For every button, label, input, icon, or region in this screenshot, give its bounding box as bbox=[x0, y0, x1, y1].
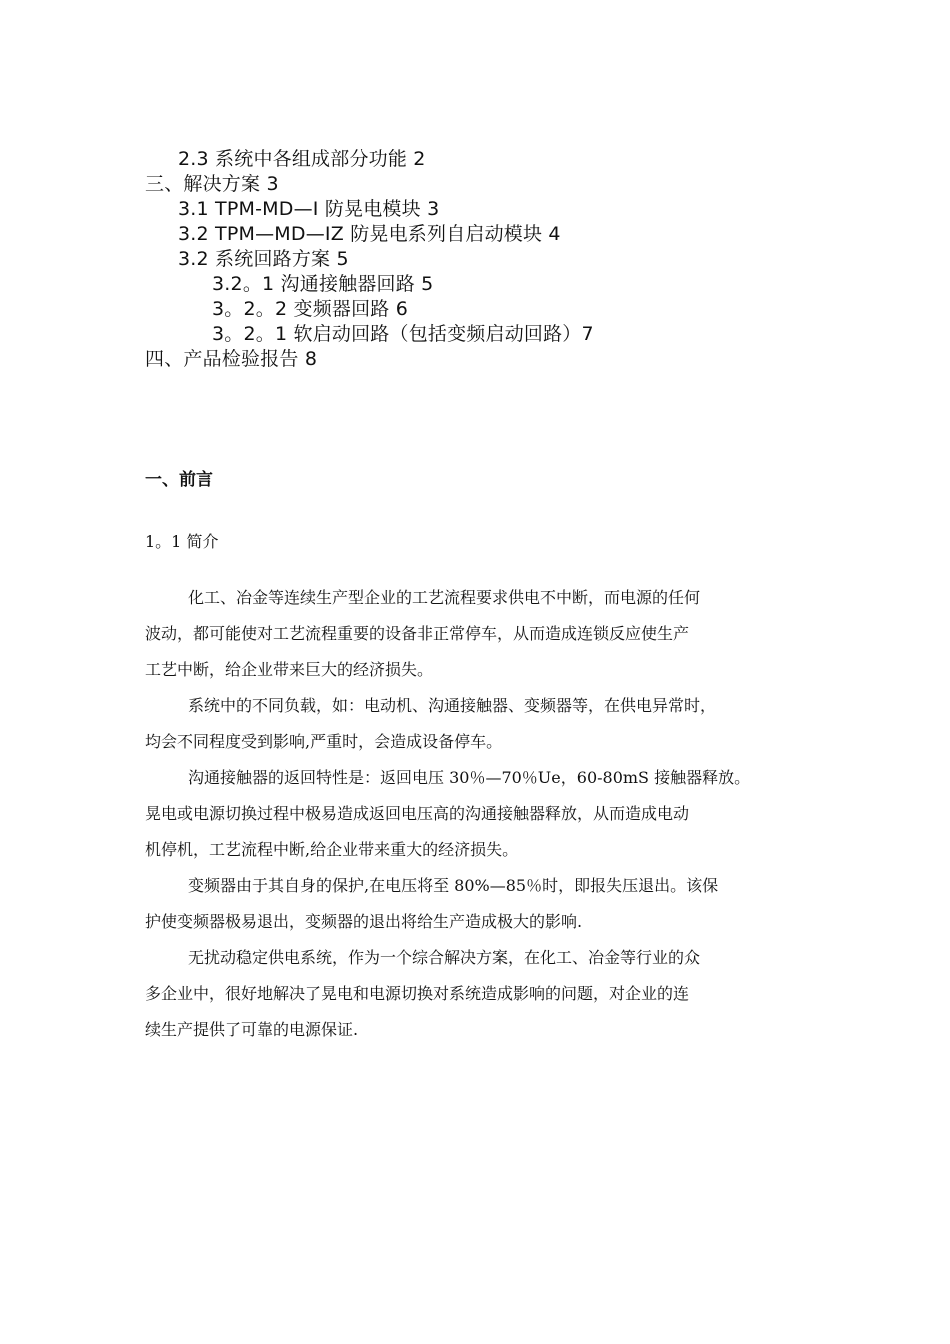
paragraph-line: 工艺中断，给企业带来巨大的经济损失。 bbox=[145, 660, 434, 679]
paragraph-line: 化工、冶金等连续生产型企业的工艺流程要求供电不中断，而电源的任何 bbox=[188, 588, 701, 607]
toc-entry-3-1[interactable]: 3.1 TPM-MD—I 防晃电模块 3 bbox=[178, 198, 440, 220]
paragraph-line: 沟通接触器的返回特性是：返回电压 30％—70％Ue，60-80mS 接触器释放。 bbox=[188, 768, 751, 787]
paragraph-line: 波动，都可能使对工艺流程重要的设备非正常停车，从而造成连锁反应使生产 bbox=[145, 624, 690, 643]
section-heading: 一、前言 bbox=[145, 470, 213, 490]
paragraph-line: 机停机，工艺流程中断,给企业带来重大的经济损失。 bbox=[145, 840, 519, 859]
toc-entry-chapter-4[interactable]: 四、产品检验报告 8 bbox=[145, 348, 318, 370]
toc-entry-3-2-1-soft-start[interactable]: 3。2。1 软启动回路（包括变频启动回路）7 bbox=[212, 323, 594, 345]
paragraph-line: 系统中的不同负载，如：电动机、沟通接触器、变频器等，在供电异常时， bbox=[188, 696, 717, 715]
paragraph-line: 变频器由于其自身的保护,在电压将至 80%—85％时，即报失压退出。该保 bbox=[188, 876, 719, 895]
toc-entry-3-2-2-inverter[interactable]: 3。2。2 变频器回路 6 bbox=[212, 298, 409, 320]
toc-entry-2-3[interactable]: 2.3 系统中各组成部分功能 2 bbox=[178, 148, 426, 170]
paragraph-line: 晃电或电源切换过程中极易造成返回电压高的沟通接触器释放，从而造成电动 bbox=[145, 804, 690, 823]
section-subheading: 1。1 简介 bbox=[145, 532, 219, 551]
paragraph-line: 无扰动稳定供电系统，作为一个综合解决方案，在化工、冶金等行业的众 bbox=[188, 948, 701, 967]
paragraph-line: 续生产提供了可靠的电源保证. bbox=[145, 1020, 359, 1039]
paragraph-line: 均会不同程度受到影响,严重时，会造成设备停车。 bbox=[145, 732, 503, 751]
toc-entry-3-2-circuit[interactable]: 3.2 系统回路方案 5 bbox=[178, 248, 349, 270]
paragraph-line: 多企业中，很好地解决了晃电和电源切换对系统造成影响的问题，对企业的连 bbox=[145, 984, 690, 1003]
toc-entry-3-2-1-contactor[interactable]: 3.2。1 沟通接触器回路 5 bbox=[212, 273, 434, 295]
toc-entry-chapter-3[interactable]: 三、解决方案 3 bbox=[145, 173, 279, 195]
toc-entry-3-2-module[interactable]: 3.2 TPM—MD—IZ 防晃电系列自启动模块 4 bbox=[178, 223, 561, 245]
paragraph-line: 护使变频器极易退出，变频器的退出将给生产造成极大的影响. bbox=[145, 912, 583, 931]
